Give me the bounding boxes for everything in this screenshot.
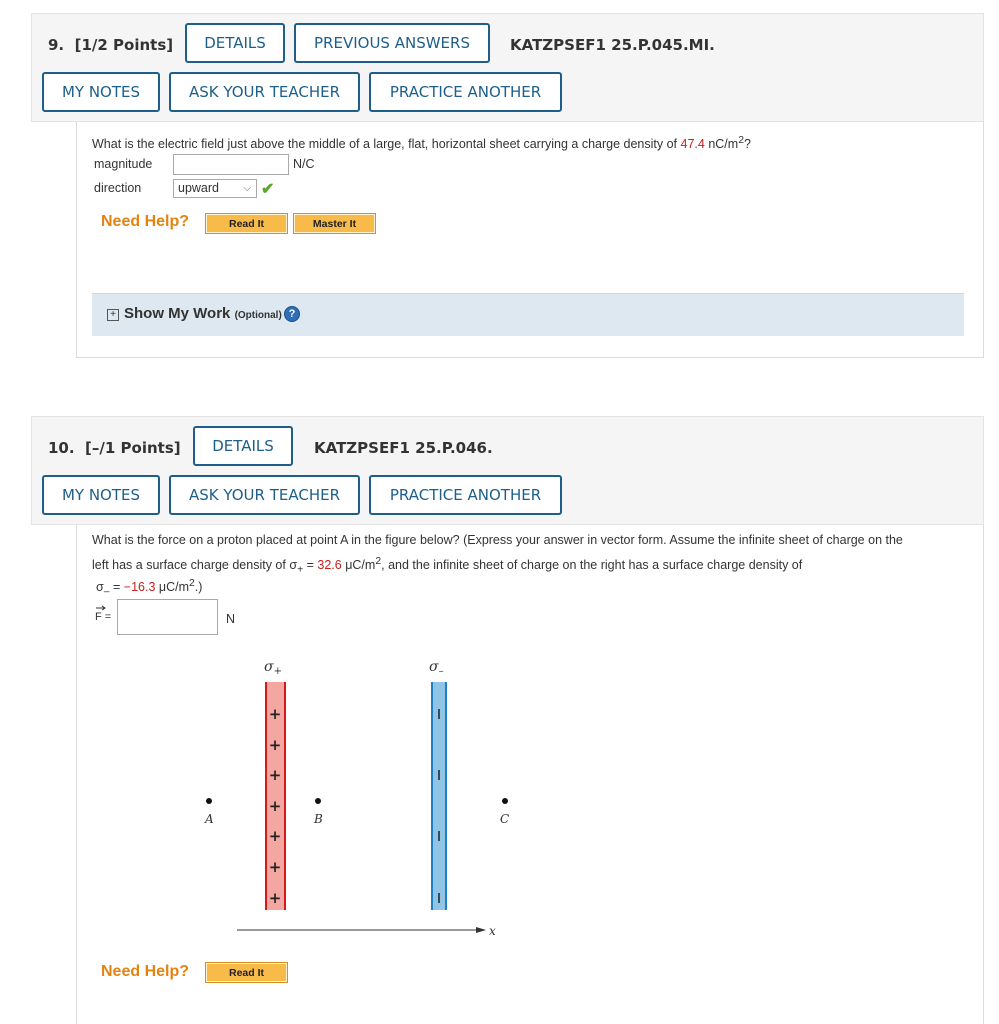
q9-question-text: What is the electric field just above the middle of a large, flat, horizontal sheet carrying a charge density of 47.4 $nC/m^2$? — [92, 135, 751, 152]
q9-number: 9. [1/2 Points] — [48, 36, 174, 54]
plus-sign-2: + — [268, 736, 282, 754]
chevron-down-icon: ⌵ — [243, 183, 251, 194]
q10-read-it-button[interactable]: Read It — [205, 962, 288, 983]
q9-ask-teacher-button[interactable]: ASK YOUR TEACHER — [169, 72, 360, 112]
point-b-dot — [315, 798, 321, 804]
show-my-work-title[interactable]: Show My Work (Optional) — [124, 305, 282, 322]
q10-question-line-3: $\sigma_- = -16.3$ $\mu C/m^2$.) — [96, 578, 203, 598]
q9-charge-value: 47.4 — [680, 137, 705, 152]
q10-ask-teacher-button[interactable]: ASK YOUR TEACHER — [169, 475, 360, 515]
help-question-icon[interactable]: ? — [284, 306, 300, 322]
q9-direction-select[interactable]: upward ⌵ — [173, 179, 257, 198]
sigma-minus-value: −16.3 — [123, 580, 156, 595]
q9-read-it-button[interactable]: Read It — [205, 213, 288, 234]
point-a-label: A — [205, 812, 214, 826]
q9-details-button[interactable]: DETAILS — [185, 23, 285, 63]
q10-question-line-2: left has a surface charge density of $\sigma_+ = 32.6$ $\mu C/m^2$, and the infinite sheet of charge on the right has a surface charge density of — [92, 556, 803, 576]
expand-plus-icon[interactable]: + — [107, 309, 119, 321]
q9-previous-answers-button[interactable]: PREVIOUS ANSWERS — [294, 23, 490, 63]
plus-sign-1: + — [268, 705, 282, 723]
q10-need-help: Need Help? — [101, 963, 190, 980]
q10-reference: KATZPSEF1 25.P.046. — [314, 439, 493, 457]
q9-practice-another-button[interactable]: PRACTICE ANOTHER — [369, 72, 562, 112]
point-b-label: B — [314, 812, 323, 826]
q10-my-notes-button[interactable]: MY NOTES — [42, 475, 160, 515]
correct-check-icon: ✔ — [261, 181, 275, 198]
force-vector-label: F = — [95, 611, 112, 623]
q9-direction-label: direction — [94, 181, 142, 195]
vector-arrow-icon — [96, 606, 105, 610]
plus-sign-5: + — [268, 827, 282, 845]
q9-magnitude-label: magnitude — [94, 157, 153, 171]
q9-master-it-button[interactable]: Master It — [293, 213, 376, 234]
q9-reference: KATZPSEF1 25.P.045.MI. — [510, 36, 715, 54]
q10-details-button[interactable]: DETAILS — [193, 426, 293, 466]
plus-sign-3: + — [268, 766, 282, 784]
plus-sign-4: + — [268, 797, 282, 815]
point-c-label: C — [500, 812, 510, 826]
sigma-minus-label: $\sigma_-$ — [429, 659, 444, 677]
q10-question-line-1: What is the force on a proton placed at point A in the figure below? (Express your answer in vector form. Assume the infinite sheet of charge on the — [92, 533, 903, 547]
q9-magnitude-unit: N/C — [293, 157, 315, 171]
q9-need-help: Need Help? — [101, 213, 190, 230]
plus-sign-6: + — [268, 858, 282, 876]
plus-sign-7: + — [268, 889, 282, 907]
q9-my-notes-button[interactable]: MY NOTES — [42, 72, 160, 112]
q10-number: 10. [–/1 Points] — [48, 439, 181, 457]
point-a-dot — [206, 798, 212, 804]
x-axis-arrowhead — [476, 927, 486, 933]
sigma-plus-value: 32.6 — [317, 558, 342, 573]
force-unit: N — [226, 612, 236, 626]
q10-practice-another-button[interactable]: PRACTICE ANOTHER — [369, 475, 562, 515]
x-axis-label: x — [489, 924, 496, 938]
sigma-plus-label: $\sigma_+$ — [264, 659, 282, 677]
point-c-dot — [502, 798, 508, 804]
